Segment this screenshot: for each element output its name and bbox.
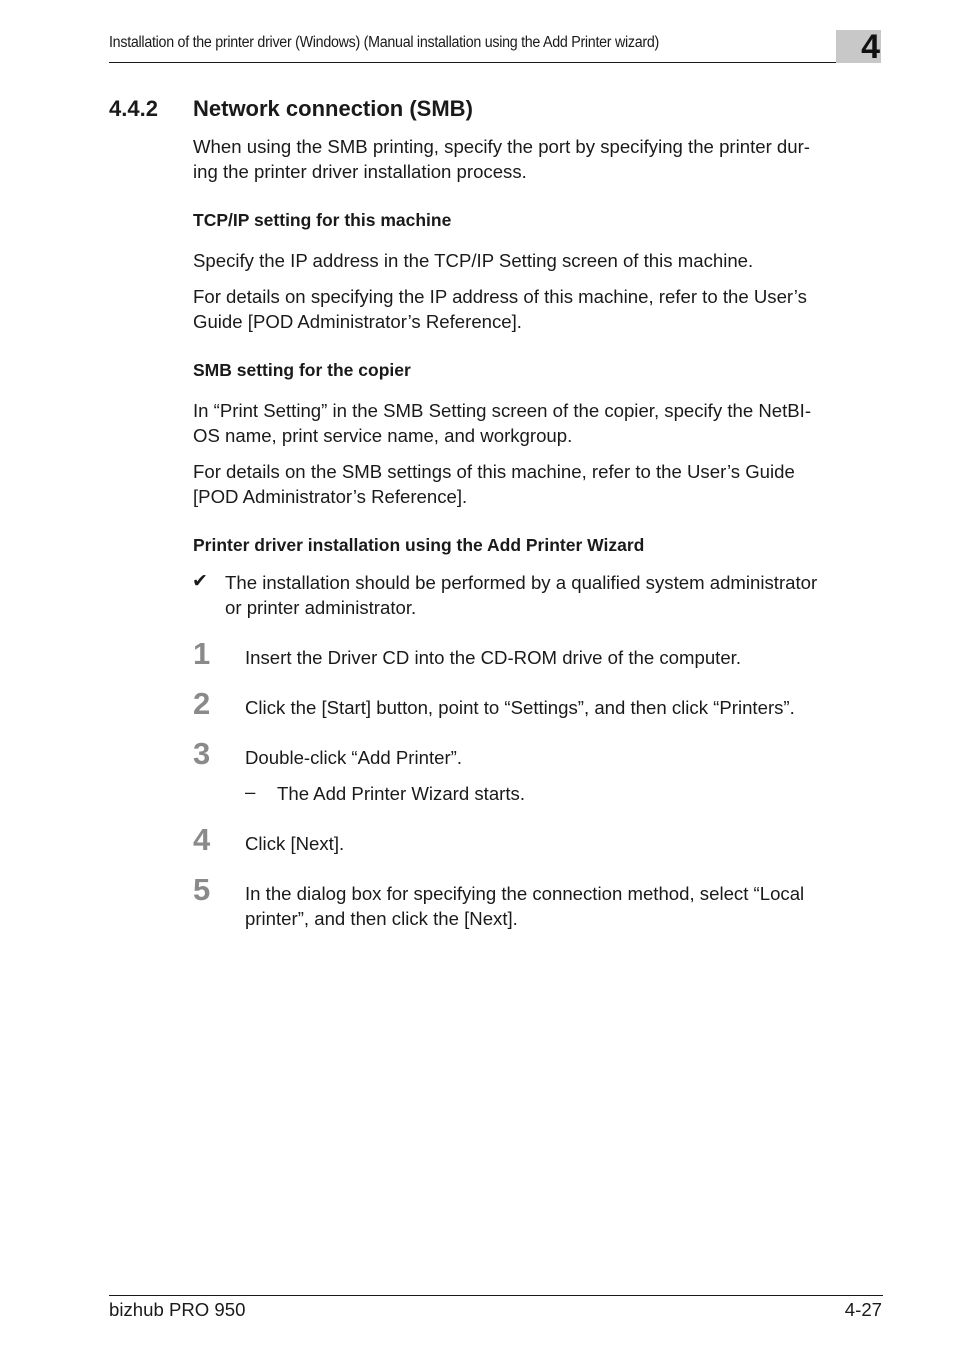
smb-para-1 <box>193 398 883 448</box>
step-text-5 <box>245 881 804 931</box>
footer-product-name: bizhub PRO 950 <box>109 1299 246 1320</box>
step-5-line: printer”, and then click the [Next]. <box>245 908 518 929</box>
step-5-line: In the dialog box for specifying the connection method, select “Local <box>245 883 805 904</box>
chapter-tab <box>836 28 881 66</box>
footer-page-number: 4-27 <box>844 1299 882 1320</box>
wizard-heading: Printer driver installation using the Add Printer Wizard <box>193 535 645 555</box>
smb-heading: SMB setting for the copier <box>193 360 411 380</box>
tcpip-para-2-line: Guide [POD Administrator’s Reference]. <box>193 311 522 332</box>
tcpip-para-2 <box>193 284 883 334</box>
smb-para-2-line: For details on the SMB settings of this machine, refer to the User’s Guide <box>193 461 795 482</box>
tcpip-heading: TCP/IP setting for this machine <box>193 210 452 230</box>
step-text-2: Click the [Start] button, point to “Settings”, and then click “Printers”. <box>245 697 795 718</box>
intro-line: When using the SMB printing, specify the port by specifying the printer dur- <box>193 136 810 157</box>
prerequisite-note <box>225 570 915 620</box>
intro-line: ing the printer driver installation process. <box>193 161 527 182</box>
smb-para-2-line: [POD Administrator’s Reference]. <box>193 486 468 507</box>
footer-rule <box>109 1295 883 1296</box>
step-number-4: 4 <box>193 822 211 857</box>
step-number-5: 5 <box>193 872 211 907</box>
step-3-sub-dash: – <box>245 781 256 802</box>
section-title: Network connection (SMB) <box>193 96 473 121</box>
tcpip-para-1-line: Specify the IP address in the TCP/IP Setting screen of this machine. <box>193 250 754 271</box>
smb-para-2 <box>193 459 883 509</box>
step-number-1: 1 <box>193 636 211 671</box>
prerequisite-line: The installation should be performed by a qualified system administrator <box>225 572 818 593</box>
smb-para-1-line: In “Print Setting” in the SMB Setting screen of the copier, specify the NetBI- <box>193 400 812 421</box>
tcpip-para-1 <box>193 248 883 273</box>
step-number-3: 3 <box>193 736 211 771</box>
chapter-number: 4 <box>861 28 880 66</box>
header-rule <box>109 62 879 63</box>
step-text-3: Double-click “Add Printer”. <box>245 747 462 768</box>
step-3-sub-result: The Add Printer Wizard starts. <box>277 783 526 804</box>
prerequisite-line: or printer administrator. <box>225 597 417 618</box>
section-intro <box>193 134 883 184</box>
step-number-2: 2 <box>193 686 211 721</box>
smb-para-1-line: OS name, print service name, and workgroup. <box>193 425 573 446</box>
running-header-title: Installation of the printer driver (Windows) (Manual installation using the Add Printer wizard) <box>109 34 660 51</box>
step-text-4: Click [Next]. <box>245 833 345 854</box>
section-number: 4.4.2 <box>109 96 158 121</box>
checkmark-icon: ✔ <box>192 571 208 592</box>
tcpip-para-2-line: For details on specifying the IP address of this machine, refer to the User’s <box>193 286 807 307</box>
step-text-1: Insert the Driver CD into the CD-ROM drive of the computer. <box>245 647 742 668</box>
